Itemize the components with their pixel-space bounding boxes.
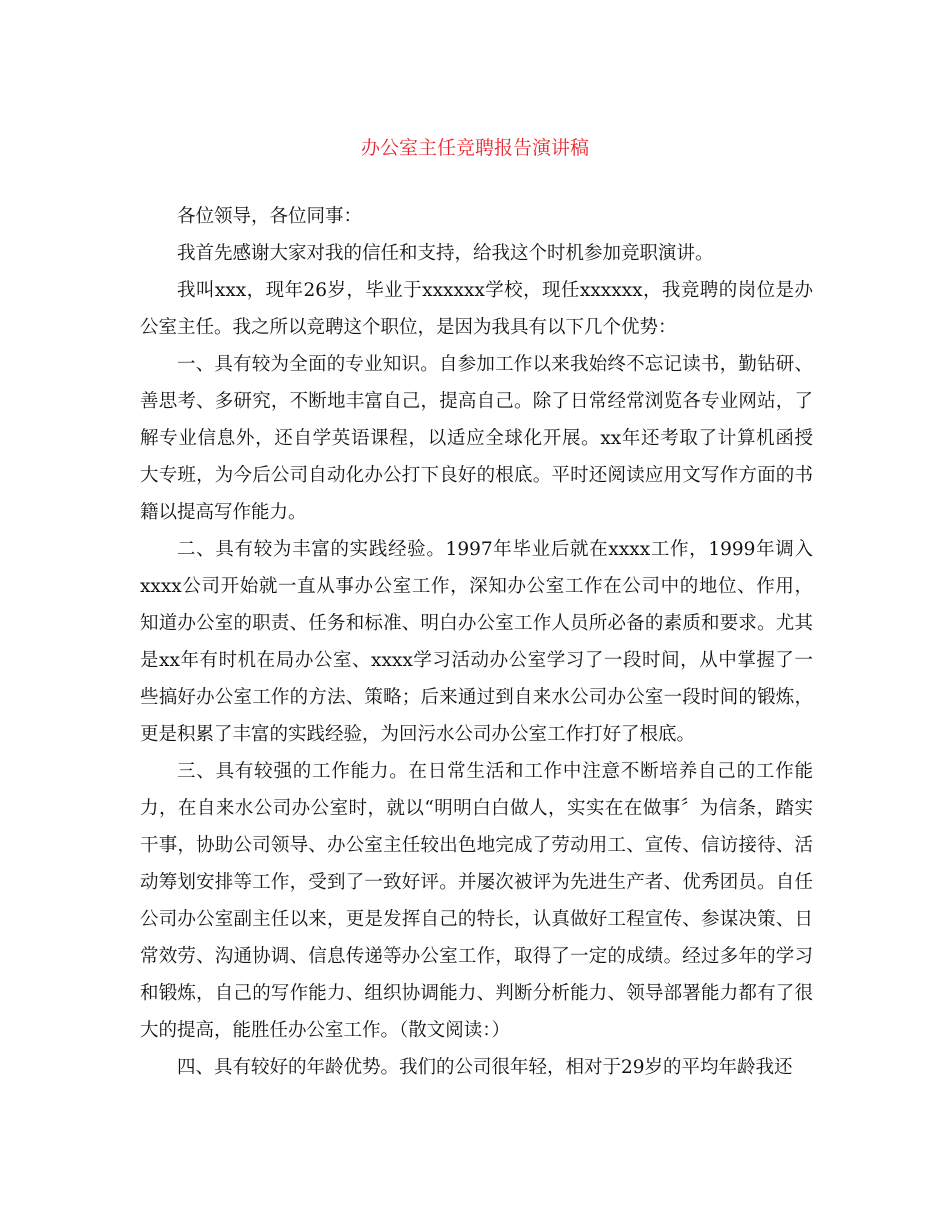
paragraph-line: 些搞好办公室工作的方法、策略；后来通过到自来水公司办公室一段时间的锻炼， xyxy=(140,687,813,708)
paragraph-line: 大的提高，能胜任办公室工作。（散文阅读：） xyxy=(140,1020,511,1041)
paragraph-line: 四、具有较好的年龄优势。我们的公司很年轻，相对于29岁的平均年龄我还 xyxy=(177,1057,793,1078)
paragraph-line: 善思考、多研究，不断地丰富自己，提高自己。除了日常经常浏览各专业网站，了 xyxy=(140,391,813,412)
paragraph-line: 知道办公室的职责、任务和标准、明白办公室工作人员所必备的素质和要求。尤其 xyxy=(140,613,813,634)
paragraph-line: 我叫xxx，现年26岁，毕业于xxxxxx学校，现任xxxxxx，我竞聘的岗位是办 xyxy=(177,280,813,301)
paragraph-line: 解专业信息外，还自学英语课程，以适应全球化开展。xx年还考取了计算机函授 xyxy=(140,428,813,449)
paragraph-line: 常效劳、沟通协调、信息传递等办公室工作，取得了一定的成绩。经过多年的学习 xyxy=(140,946,813,967)
salutation: 各位领导，各位同事： xyxy=(177,206,363,227)
paragraph-line: 干事，协助公司领导、办公室主任较出色地完成了劳动用工、宣传、信访接待、活 xyxy=(140,835,813,856)
paragraph-line: 公司办公室副主任以来，更是发挥自己的特长，认真做好工程宣传、参谋决策、日 xyxy=(140,909,813,930)
paragraph-line: 和锻炼，自己的写作能力、组织协调能力、判断分析能力、领导部署能力都有了很 xyxy=(140,983,813,1004)
paragraph-line: 更是积累了丰富的实践经验，为回污水公司办公室工作打好了根底。 xyxy=(140,724,696,745)
paragraph-line: 公室主任。我之所以竞聘这个职位，是因为我具有以下几个优势： xyxy=(140,317,677,338)
paragraph-line: 是xx年有时机在局办公室、xxxx学习活动办公室学习了一段时间，从中掌握了一 xyxy=(140,650,813,671)
page-title: 办公室主任竞聘报告演讲稿 xyxy=(360,137,589,159)
paragraph-line: 一、具有较为全面的专业知识。自参加工作以来我始终不忘记读书，勤钻研、 xyxy=(177,354,813,375)
paragraph-line: 籍以提高写作能力。 xyxy=(140,502,307,523)
paragraph-line: 力，在自来水公司办公室时，就以“明明白白做人，实实在在做事〞为信条，踏实 xyxy=(140,798,813,819)
paragraph-line: 动筹划安排等工作，受到了一致好评。并屡次被评为先进生产者、优秀团员。自任 xyxy=(140,872,813,893)
paragraph-line: 大专班，为今后公司自动化办公打下良好的根底。平时还阅读应用文写作方面的书 xyxy=(140,465,813,486)
document-body xyxy=(140,198,813,1086)
paragraph-line: 二、具有较为丰富的实践经验。1997年毕业后就在xxxx工作，1999年调入 xyxy=(177,539,813,560)
paragraph-line: 三、具有较强的工作能力。在日常生活和工作中注意不断培养自己的工作能 xyxy=(177,761,813,782)
paragraph-line: 我首先感谢大家对我的信任和支持，给我这个时机参加竞职演讲。 xyxy=(177,243,714,264)
paragraph-line: xxxx公司开始就一直从事办公室工作，深知办公室工作在公司中的地位、作用， xyxy=(140,576,813,597)
